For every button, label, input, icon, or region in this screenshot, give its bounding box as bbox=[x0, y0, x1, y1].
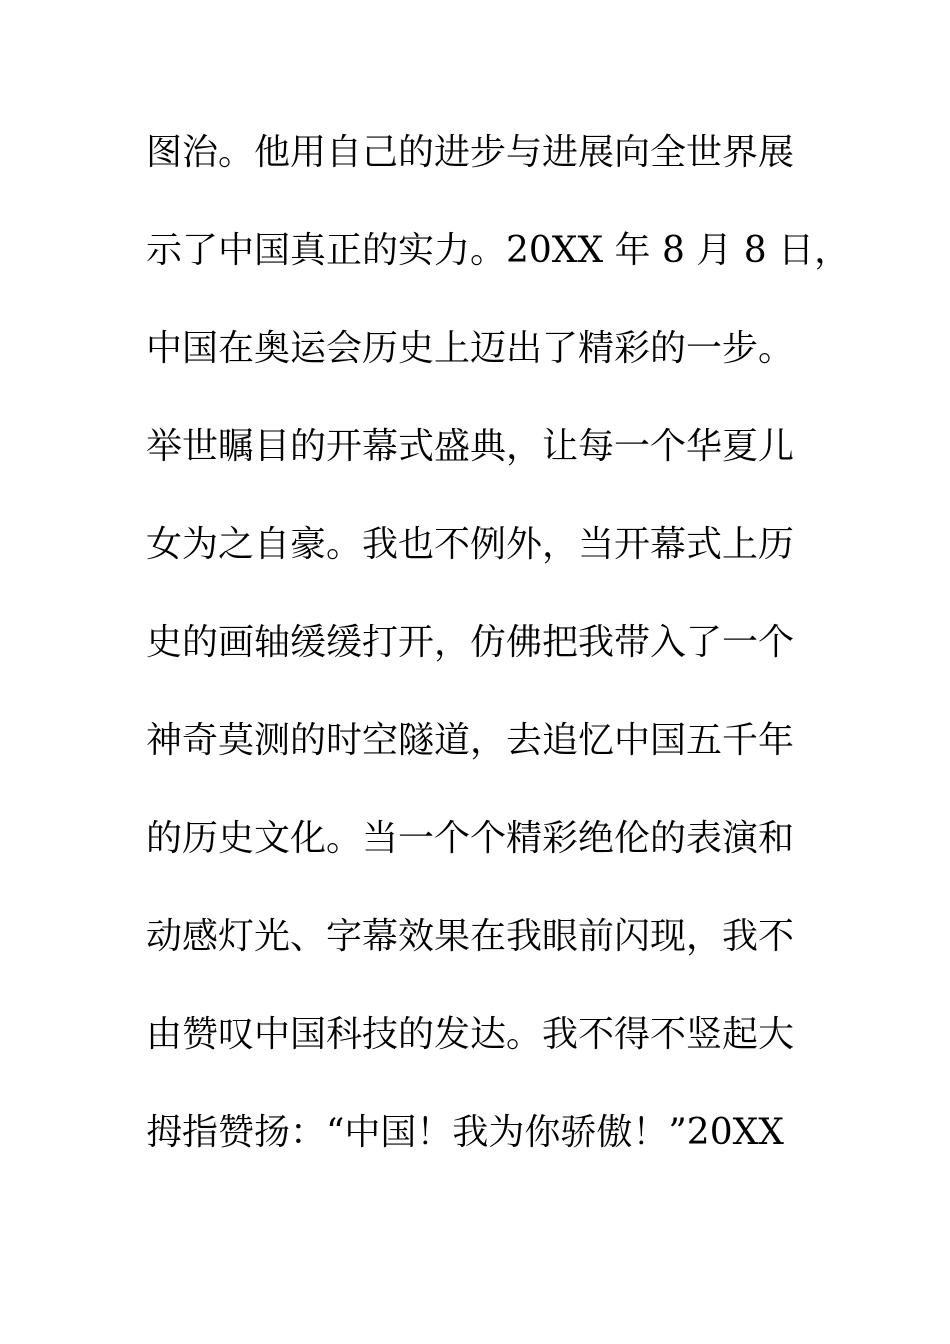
text-line-6: 史的画轴缓缓打开，仿佛把我带入了一个 bbox=[146, 622, 795, 663]
text-line-9: 动感灯光、字幕效果在我眼前闪现，我不 bbox=[146, 916, 795, 957]
text-line-11: 拇指赞扬：“中国！我为你骄傲！”20XX bbox=[146, 1112, 784, 1153]
body-text bbox=[146, 124, 851, 1202]
text-line-5: 女为之自豪。我也不例外，当开幕式上历 bbox=[146, 524, 795, 565]
text-line-4: 举世瞩目的开幕式盛典，让每一个华夏儿 bbox=[146, 426, 795, 467]
text-line-7: 神奇莫测的时空隧道，去追忆中国五千年 bbox=[146, 720, 795, 761]
text-line-3: 中国在奥运会历史上迈出了精彩的一步。 bbox=[146, 328, 795, 369]
text-line-8: 的历史文化。当一个个精彩绝伦的表演和 bbox=[146, 818, 795, 859]
text-line-1: 图治。他用自己的进步与进展向全世界展 bbox=[146, 132, 795, 173]
text-line-2: 示了中国真正的实力。20XX 年 8 月 8 日， bbox=[146, 230, 851, 271]
text-line-10: 由赞叹中国科技的发达。我不得不竖起大 bbox=[146, 1014, 795, 1055]
